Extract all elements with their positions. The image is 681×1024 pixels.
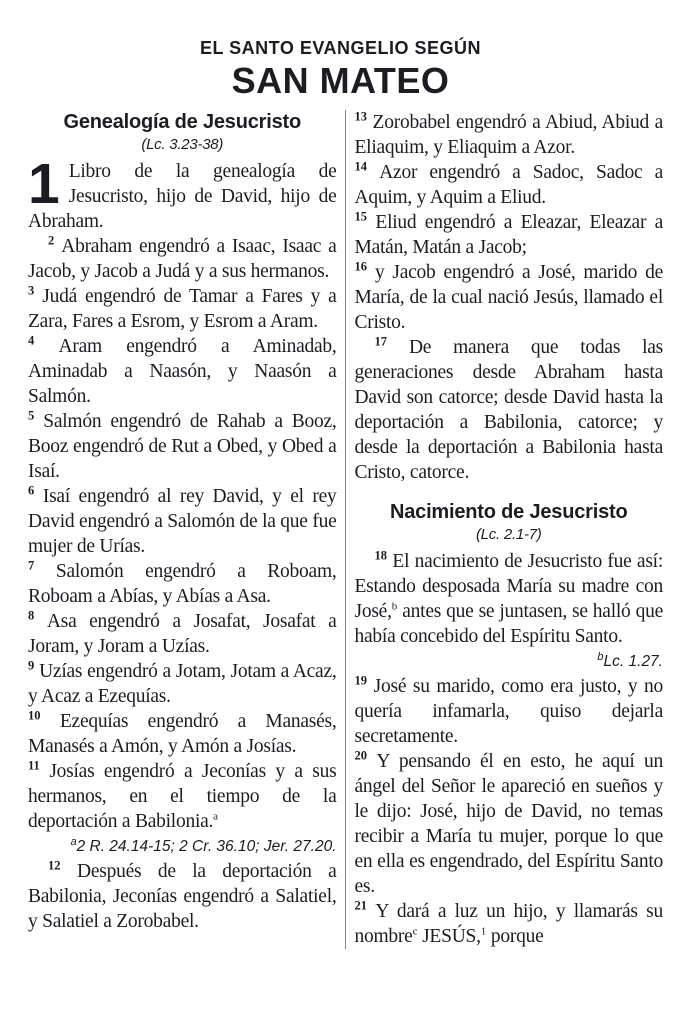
- verse-number: 9: [28, 658, 35, 673]
- left-column: [28, 110, 345, 949]
- verse-4: $^4$ Aram engendró a Aminadab, Aminadab a Naasón, y Naasón a Salmón.: [28, 333, 337, 407]
- right-column: [345, 110, 664, 949]
- verse-number: 16: [354, 259, 367, 274]
- section-title: Genealogía de Jesucristo: [63, 111, 301, 133]
- verse-number: 21: [354, 898, 367, 913]
- section-cross-reference: (Lc. 2.1-7): [475, 526, 542, 543]
- verse-number: 15: [354, 209, 367, 224]
- footnote-marker: b: [597, 650, 604, 663]
- footnote: $^a$2 R. 24.14-15; 2 Cr. 36.10; Jer. 27.20.: [70, 835, 337, 855]
- section-heading-block: [355, 500, 664, 544]
- verse-number: 20: [354, 748, 367, 763]
- book-title: SAN MATEO: [231, 60, 450, 101]
- footnote-marker: 1: [480, 925, 487, 938]
- verse-number: 12: [48, 858, 61, 873]
- verse-number: 19: [354, 673, 367, 688]
- section-title: Nacimiento de Jesucristo: [389, 501, 628, 523]
- section-heading-block: [28, 110, 337, 154]
- footnote-marker: b: [391, 600, 398, 613]
- verse-10: $^{10}$ Ezequías engendró a Manasés, Manasés a Amón, y Amón a Josías.: [28, 708, 337, 757]
- verse-14: $^{14}$ Azor engendró a Sadoc, Sadoc a Aquim, y Aquim a Eliud.: [354, 159, 663, 208]
- section-cross-reference: (Lc. 3.23-38): [141, 136, 224, 153]
- verse-15: $^{15}$ Eliud engendró a Eleazar, Eleazar a Matán, Matán a Jacob;: [354, 209, 664, 258]
- verse-11: $^{11}$ Josías engendró a Jeconías y a sus hermanos, en el tiempo de la deportación a Babilonia.$^a$: [28, 758, 337, 832]
- chapter-number: 1: [28, 152, 60, 216]
- verse-9: $^9$ Uzías engendró a Jotam, Jotam a Acaz, y Acaz a Ezequías.: [28, 658, 337, 707]
- verse-number: 7: [28, 558, 35, 573]
- verse-number: 2: [48, 233, 55, 248]
- verse-number: 6: [28, 483, 35, 498]
- verse-21: $^{21}$ Y dará a luz un hijo, y llamarás su nombre$^c$ JESÚS,$^1$ porque: [354, 898, 663, 947]
- verse-13: $^{13}$ Zorobabel engendró a Abiud, Abiud a Eliaquim, y Eliaquim a Azor.: [354, 109, 663, 158]
- verse-5: $^5$ Salmón engendró de Rahab a Booz, Booz engendró de Rut a Obed, y Obed a Isaí.: [28, 408, 337, 482]
- verse-number: 18: [374, 548, 387, 563]
- verse-number: 10: [28, 708, 41, 723]
- verse-19: $^{19}$ José su marido, como era justo, y no quería infamarla, quiso dejarla secretamente.: [354, 673, 663, 747]
- footnote-marker: c: [412, 925, 418, 938]
- verse-number: 3: [28, 283, 35, 298]
- footnote-marker: a: [70, 835, 77, 848]
- verse-number: 5: [28, 408, 35, 423]
- verse-16: $^{16}$ y Jacob engendró a José, marido de María, de la cual nació Jesús, llamado el Cristo.: [354, 259, 663, 333]
- verse-number: 14: [354, 159, 367, 174]
- verse-8: $^8$ Asa engendró a Josafat, Josafat a Joram, y Joram a Uzías.: [28, 608, 337, 657]
- verse-number: 13: [354, 109, 367, 124]
- verse-2: $^2$ Abraham engendró a Isaac, Isaac a Jacob, y Jacob a Judá y a sus hermanos.: [28, 233, 337, 282]
- verse-12: $^{12}$ Después de la deportación a Babilonia, Jeconías engendró a Salatiel, y Salatiel a Zorobabel.: [28, 858, 337, 932]
- verse-17: $^{17}$ De manera que todas las generaciones desde Abraham hasta David son catorce; desde David hasta la deportación a Babilonia, catorce; y desde la deportación a Babilonia hasta Cristo, catorce.: [354, 334, 664, 483]
- verse-18: $^{18}$ El nacimiento de Jesucristo fue así: Estando desposada María su madre con José,$^b$ antes que se juntasen, se halló que había concebido del Espíritu Santo.: [354, 548, 663, 647]
- verse-number: 8: [28, 608, 35, 623]
- book-kicker: EL SANTO EVANGELIO SEGÚN: [199, 38, 482, 58]
- verse-7: $^7$ Salomón engendró a Roboam, Roboam a Abías, y Abías a Asa.: [28, 558, 337, 607]
- text-columns: [0, 101, 681, 949]
- verse-number: 17: [374, 334, 387, 349]
- footnote-marker: a: [213, 810, 219, 823]
- footnote: $^b$Lc. 1.27.: [597, 650, 663, 670]
- chapter-paragraph: 1 Libro de la genealogía de Jesucristo, hijo de David, hijo de Abraham.: [28, 152, 337, 232]
- verse-20: $^{20}$ Y pensando él en esto, he aquí un ángel del Señor le apareció en sueños y le dijo: José, hijo de David, no temas recibir a María tu mujer, porque lo que en ella es engendrado, del Espíritu Santo es.: [354, 748, 663, 897]
- verse-3: $^3$ Judá engendró de Tamar a Fares y a Zara, Fares a Esrom, y Esrom a Aram.: [28, 283, 337, 332]
- verse-6: $^6$ Isaí engendró al rey David, y el rey David engendró a Salomón de la que fue mujer de Urías.: [28, 483, 337, 557]
- verse-number: 4: [28, 333, 35, 348]
- verse-number: 11: [28, 758, 40, 773]
